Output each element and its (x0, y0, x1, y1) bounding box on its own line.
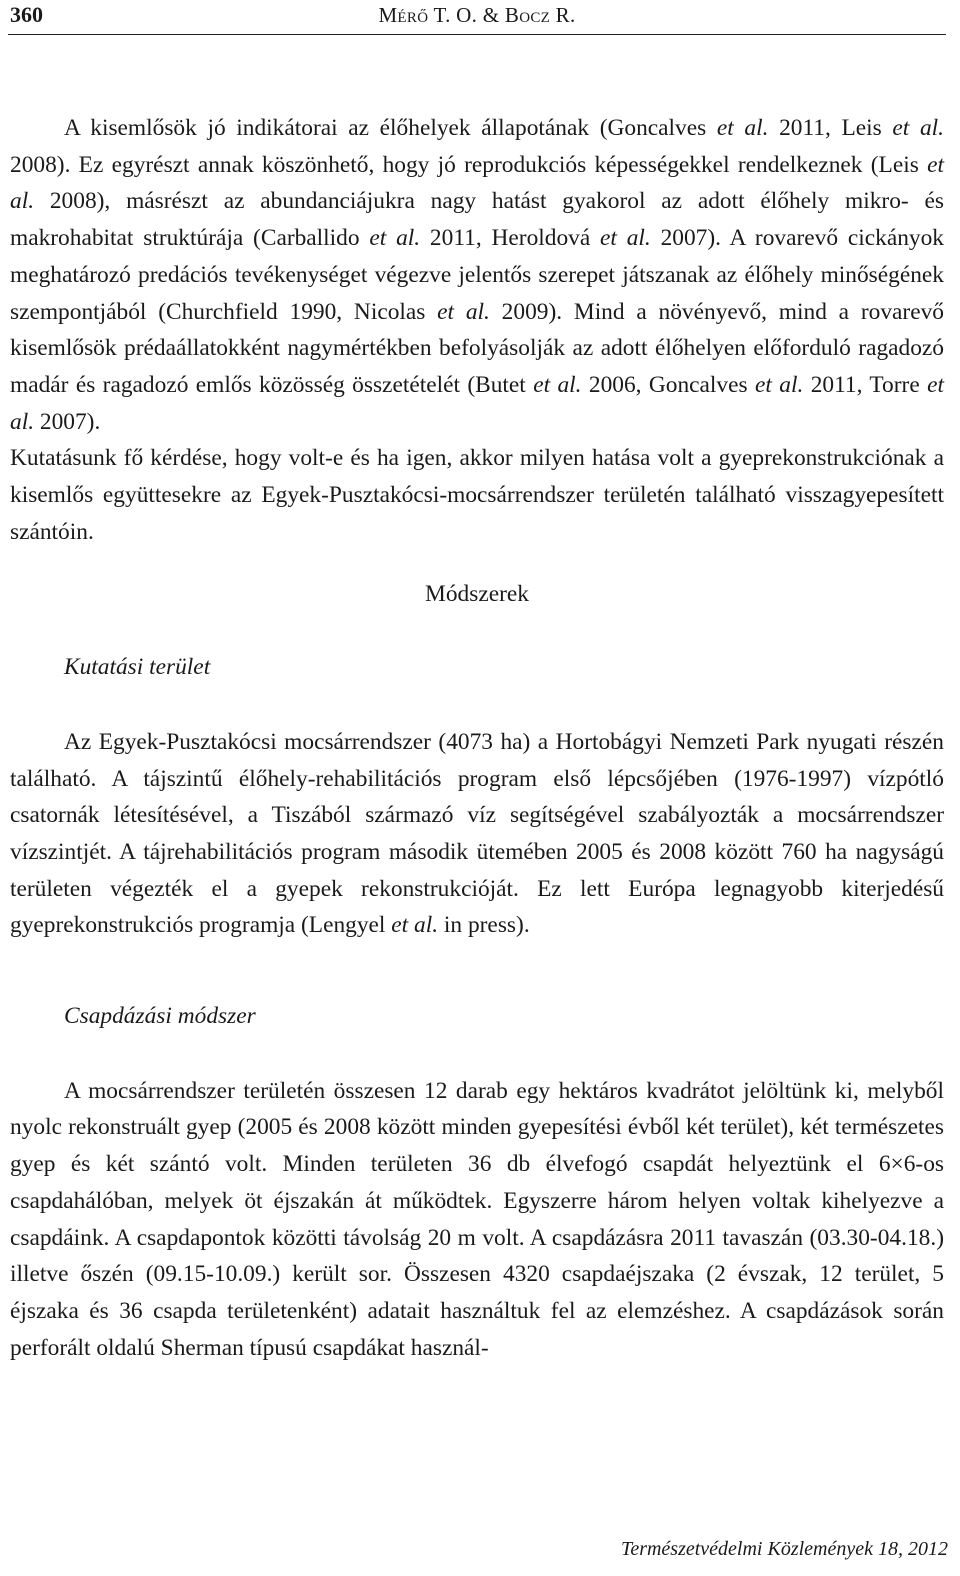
subsection-title-trapping: Csapdázási módszer (64, 1003, 256, 1030)
running-head: Mérő T. O. & Bocz R. (378, 3, 576, 27)
spacer (10, 613, 944, 649)
text-run: 2007). (34, 408, 101, 435)
spacer (10, 1035, 944, 1073)
intro-paragraph-1 (10, 110, 944, 440)
subsection-title-study-area: Kutatási terület (64, 654, 211, 681)
text-run: 2011, Torre (803, 371, 928, 398)
text-run: in press). (438, 912, 530, 939)
citation-etal: et al. (391, 912, 439, 939)
text-run: 2008), másrészt az abundanciájukra nagy hatást gyakorol az adott élőhely mikro- és makrohabitat struktúrája (Carballido (10, 188, 944, 252)
citation-etal: et al. (437, 298, 490, 325)
trapping-paragraph: A mocsárrendszer területén összesen 12 darab egy hektáros kvadrátot jelöltünk ki, melyből nyolc rekonstruált gyep (2005 és 2008 között minden gyepesítési évből két terület), két természetes gyep és két szántó volt. Minden területen 36 db élvefogó csapdát helyeztünk el 6×6-os csapdahálóban, melyek öt éjszakán át működtek. Egyszerre három helyen voltak kihelyezve a csapdáink. A csapdapontok közötti távolság 20 m volt. A csapdázásra 2011 tavaszán (03.30-04.18.) illetve őszén (09.15-10.09.) került sor. Összesen 4320 csapdaéjszaka (2 évszak, 12 terület, 5 éjszaka és 36 csapda területenként) adatait használtuk fel az elemzéshez. A csapdázások során perforált oldalú Sherman típusú csapdákat használ- (10, 1077, 944, 1361)
intro-paragraph-2: Kutatásunk fő kérdése, hogy volt-e és ha igen, akkor milyen hatása volt a gyeprekonstrukciónak a kisemlős együttesekre az Egyek-Pusztakócsi-mocsárrendszer területén található visszagyepesített szántóin. (10, 445, 944, 545)
text-run: 2008). Ez egyrészt annak köszönhető, hogy jó reprodukciós képességekkel rendelkeznek (Leis (10, 151, 928, 178)
citation-etal: et al. (600, 225, 651, 252)
text-run: 2007). A rovarevő cickányok meghatározó predációs tevékenységet végezve jelentős szerepet játszanak az élőhely minőségének szempontjából (Churchfield 1990, Nicolas (10, 225, 944, 325)
citation-etal: et al. (10, 371, 944, 435)
journal-footer: Természetvédelmi Közlemények 18, 2012 (621, 1538, 948, 1560)
text-run: 2006, Goncalves (581, 371, 755, 398)
spacer (10, 686, 944, 724)
citation-etal: et al. (716, 115, 769, 141)
citation-etal: et al. (755, 371, 804, 398)
text-run: Az Egyek-Pusztakócsi mocsárrendszer (4073 ha) a Hortobágyi Nemzeti Park nyugati részén található. A tájszintű élőhely-rehabilitációs program első lépcsőjében (1976-1997) vízpótló csatornák létesítésével, a Tiszából származó víz segítségével szabályozták a mocsárrendszer vízszintjét. A tájrehabilitációs program második ütemében 2005 és 2008 között 760 ha nagyságú területen végezték el a gyepek rekonstrukcióját. Ez lett Európa legnagyobb kiterjedésű gyeprekonstrukciós programja (Lengyel (10, 728, 944, 939)
citation-etal: et al. (369, 225, 421, 252)
page-number: 360 (10, 2, 43, 27)
section-title-methods: Módszerek (425, 581, 529, 608)
text-run: 2009). Mind a növényevő, mind a rovarevő kisemlősök prédaállatokként nagymértékben befolyásolják az adott élőhelyen előforduló ragadozó madár és ragadozó emlős közösség összetételét (Butet (10, 298, 944, 398)
spacer (10, 944, 944, 998)
text-run: A kisemlősök jó indikátorai az élőhelyek állapotának (Goncalves (64, 115, 717, 141)
text-run: 2011, Heroldová (420, 225, 601, 252)
study-area-paragraph (10, 724, 944, 944)
page-header (8, 0, 946, 35)
text-run: 2011, Leis (768, 115, 893, 141)
citation-etal: et al. (892, 115, 944, 141)
spacer (10, 550, 944, 576)
citation-etal: et al. (533, 371, 582, 398)
citation-etal: et al. (10, 151, 944, 215)
article-body (10, 110, 944, 1366)
